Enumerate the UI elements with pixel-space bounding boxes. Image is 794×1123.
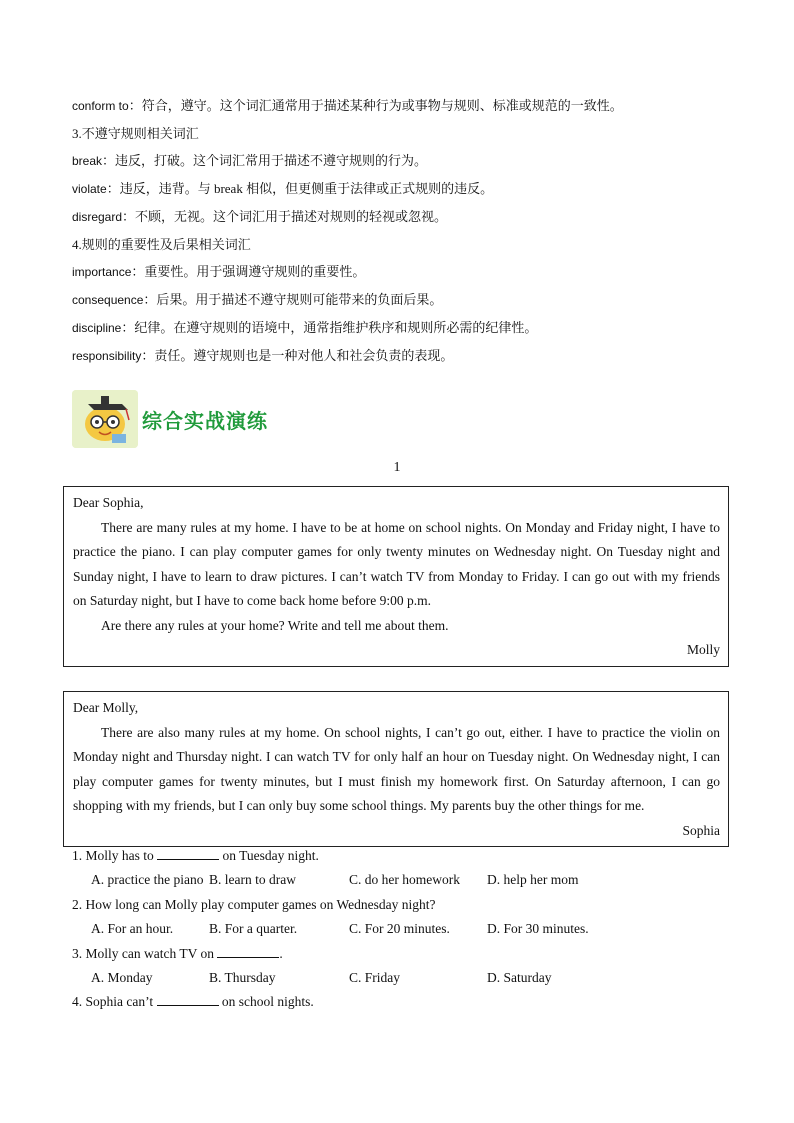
vocab-separator: ： (131, 264, 145, 279)
letter-greeting: Dear Molly, (73, 700, 139, 715)
option-a[interactable]: A. For an hour. (91, 921, 174, 937)
question-4 (72, 990, 732, 1014)
vocab-separator: ： (102, 153, 116, 168)
banner-title: 综合实战演练 (142, 408, 268, 433)
question-text: 2. How long can Molly play computer games on Wednesday night? (72, 896, 436, 912)
option-b[interactable]: B. learn to draw (209, 872, 296, 888)
vocabulary-list (72, 92, 732, 370)
option-a[interactable]: A. practice the piano (91, 872, 204, 888)
option-d[interactable]: D. Saturday (487, 970, 552, 986)
vocab-entry (72, 314, 732, 342)
vocab-definition: 责任。遵守规则也是一种对他人和社会负责的表现。 (154, 348, 454, 363)
letter-body: There are many rules at my home. I have to be at home on school nights. On Monday and Friday night, I have to practice the piano. I can play computer games for only twenty minutes on Wednesday night. On Tuesday night and Sunday night, I have to learn to draw pictures. I can’t watch TV from Monday to Friday. I can go out with my friends on Saturday night, but I have to come back home before 9:00 p.m. (73, 519, 720, 608)
letter-signature: Sophia (682, 822, 720, 838)
vocab-separator: ： (106, 181, 120, 196)
option-c[interactable]: C. do her homework (349, 872, 460, 888)
option-a[interactable]: A. Monday (91, 970, 153, 986)
section-banner (72, 390, 268, 448)
option-c[interactable]: C. For 20 minutes. (349, 921, 450, 937)
question-text: 4. Sophia can’t (72, 994, 157, 1010)
answer-blank[interactable] (157, 845, 219, 860)
vocab-entry (72, 258, 732, 286)
vocab-separator: ： (141, 348, 155, 363)
vocab-definition: 重要性。用于强调遵守规则的重要性。 (144, 264, 366, 279)
vocab-entry (72, 147, 732, 175)
vocab-term: responsibility (72, 349, 142, 363)
section-heading: 3.不遵守规则相关词汇 (72, 126, 199, 141)
question-2 (72, 893, 732, 917)
option-d[interactable]: D. For 30 minutes. (487, 921, 589, 937)
vocab-entry (72, 175, 732, 203)
letter-greeting: Dear Sophia, (73, 495, 144, 510)
question-text-tail: on school nights. (218, 994, 314, 1010)
vocab-definition: 符合，遵守。这个词汇通常用于描述某种行为或事物与规则、标准或规范的一致性。 (141, 98, 623, 113)
vocab-entry (72, 286, 732, 314)
page-number: 1 (393, 460, 401, 475)
letter-body: There are also many rules at my home. On school nights, I can’t go out, either. I have to practice the violin on Monday night and Thursday night. I can watch TV for only half an hour on Tuesday night. On Wednesday night, I can play computer games for twenty minutes, but I must finish my homework first. On Saturday afternoon, I can go shopping with my friends, but I can only buy some school things. My parents buy the other things for me. (73, 724, 720, 813)
vocab-entry (72, 203, 732, 231)
vocab-definition: 后果。用于描述不遵守规则可能带来的负面后果。 (156, 292, 443, 307)
letter-signature: Molly (686, 642, 720, 657)
question-text: 1. Molly has to (72, 848, 158, 863)
question-text: 3. Molly can watch TV on (72, 945, 218, 961)
vocab-term: importance (72, 265, 132, 279)
letter-from-molly (63, 486, 729, 667)
student-cartoon-icon (72, 390, 138, 448)
options-row (72, 868, 732, 892)
vocab-term: violate (72, 182, 107, 196)
section-heading: 4.规则的重要性及后果相关词汇 (72, 237, 251, 252)
letter-from-sophia (63, 691, 729, 847)
vocab-term: consequence (72, 293, 144, 307)
answer-blank[interactable] (157, 991, 219, 1006)
vocab-definition: 违反，打破。这个词汇常用于描述不遵守规则的行为。 (115, 153, 428, 168)
option-b[interactable]: B. For a quarter. (209, 921, 298, 937)
vocab-term: discipline (72, 321, 122, 335)
letter-body-closing: Are there any rules at your home? Write and tell me about them. (101, 617, 449, 633)
option-b[interactable]: B. Thursday (209, 970, 276, 986)
vocab-definition: 不顾，无视。这个词汇用于描述对规则的轻视或忽视。 (135, 209, 448, 224)
vocab-separator: ： (128, 98, 142, 113)
option-c[interactable]: C. Friday (349, 970, 401, 986)
question-text-tail: on Tuesday night. (219, 848, 319, 863)
vocab-term: break (72, 154, 103, 168)
vocab-entry (72, 92, 732, 120)
vocab-definition: 违反，违背。与 break 相似，但更侧重于法律或正式规则的违反。 (119, 181, 494, 196)
question-3 (72, 942, 732, 966)
vocab-term: conform to (72, 99, 129, 113)
vocab-separator: ： (121, 320, 135, 335)
question-text-tail: . (279, 945, 283, 961)
vocab-term: disregard (72, 210, 123, 224)
options-row (72, 917, 732, 941)
vocab-definition: 纪律。在遵守规则的语境中，通常指维护秩序和规则所必需的纪律性。 (134, 320, 538, 335)
option-d[interactable]: D. help her mom (487, 872, 579, 888)
answer-blank[interactable] (217, 943, 279, 958)
vocab-entry (72, 342, 732, 370)
vocab-separator: ： (122, 209, 136, 224)
options-row (72, 966, 732, 990)
question-1 (72, 844, 732, 868)
vocab-separator: ： (143, 292, 157, 307)
question-list (72, 844, 732, 1015)
